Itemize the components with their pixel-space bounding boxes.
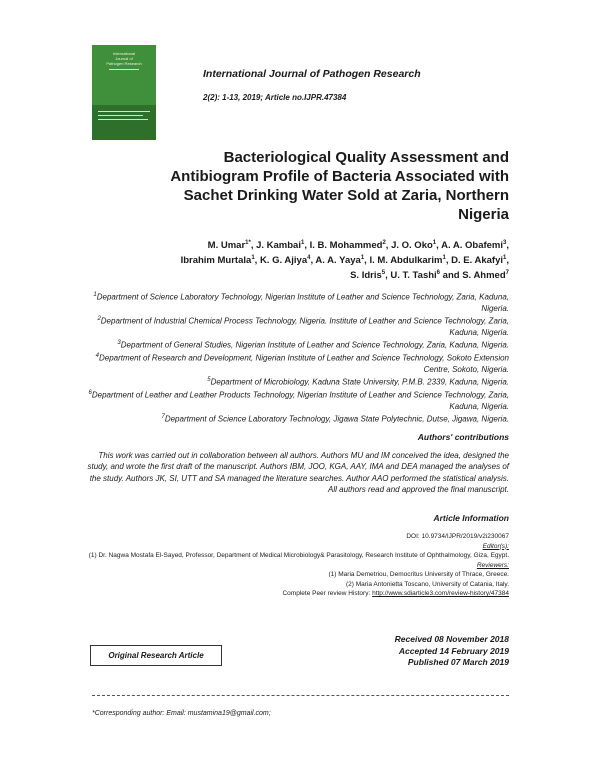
contributions-heading: Authors' contributions xyxy=(417,432,509,442)
affiliation-sup: 1 xyxy=(93,292,97,298)
affiliation-sup: 5 xyxy=(207,377,211,384)
author-sup: 1 xyxy=(442,255,446,262)
author-name: U. T. Tashi xyxy=(390,270,437,282)
affiliation-item xyxy=(79,314,509,338)
journal-name: International Journal of Pathogen Research xyxy=(203,68,421,80)
author-name: J. O. Oko xyxy=(391,240,433,252)
affiliation-sup: 3 xyxy=(117,340,121,347)
author-name: M. Umar xyxy=(207,240,246,252)
author-sup: 1 xyxy=(432,240,437,246)
affiliation-sup: 6 xyxy=(88,389,92,396)
affiliation-item xyxy=(79,375,509,388)
author-name: S. Idris xyxy=(350,270,382,282)
editor-text: (1) Dr. Nagwa Mostafa El-Sayed, Professor, Department of Medical Microbiology& Parasitology, Research Institute of Ophthalmology, Giza, Egypt. xyxy=(88,552,509,559)
published-date: Published 07 March 2019 xyxy=(407,657,509,667)
author-sup: 7 xyxy=(505,270,509,277)
author-sup: 1 xyxy=(300,240,305,246)
author-line: Ibrahim Murtala$^1$, K. G. Ajiya$^4$, A. A. Yaya$^1$, I. M. Abdulkarim$^1$, D. E. Akafyi$^1$, xyxy=(180,255,509,267)
affiliation-sup: 4 xyxy=(95,352,99,359)
journal-cover-image xyxy=(92,45,156,140)
publication-dates xyxy=(395,634,509,669)
footer-divider xyxy=(92,695,509,696)
affiliation-text: Department of Microbiology, Kaduna State University, P.M.B. 2339, Kaduna, Nigeria. xyxy=(210,377,509,387)
article-info xyxy=(79,532,509,599)
affiliation-item xyxy=(79,338,509,351)
author-sup: 6 xyxy=(436,270,441,277)
author-name: I. B. Mohammed xyxy=(309,240,383,252)
affiliation-item xyxy=(79,388,509,412)
reviewers-label: Reviewers: xyxy=(476,561,509,569)
affiliation-text: Department of Research and Development, Nigerian Institute of Leather and Science Technology, Sokoto Extension Centre, Sokoto, Nigeria. xyxy=(98,353,509,374)
author-sup: 4 xyxy=(307,255,311,262)
affiliation-item xyxy=(79,351,509,375)
review-history-link[interactable]: http://www.sdiarticle3.com/review-history/47384 xyxy=(372,590,509,597)
affiliation-text: Department of Industrial Chemical Process Technology, Nigeria. Institute of Leather and Science Technology, Zaria, Kaduna, Nigeria. xyxy=(100,316,509,337)
affiliation-text: Department of Leather and Leather Products Technology, Nigerian Institute of Leather and Science Technology, Zaria, Kaduna, Nigeria. xyxy=(91,390,509,411)
cover-title-line: International xyxy=(112,51,135,56)
article-type-badge: Original Research Article xyxy=(90,645,222,666)
author-sup: 1 xyxy=(360,255,365,262)
author-sup: 1* xyxy=(245,240,251,246)
affiliation-item xyxy=(79,290,509,314)
cover-title-line: Journal of xyxy=(115,56,133,61)
article-title: Bacteriological Quality Assessment and Antibiogram Profile of Bacteria Associated with Sachet Drinking Water Sold at Zaria, Northern Nigeria xyxy=(170,149,509,223)
affiliation-list xyxy=(79,290,509,425)
volume-line: 2(2): 1-13, 2019; Article no.IJPR.47384 xyxy=(203,93,347,102)
corresponding-author: *Corresponding author: Email: mustamina19@gmail.com; xyxy=(92,710,271,717)
affiliation-sup: 7 xyxy=(161,413,165,420)
cover-decor-line xyxy=(98,115,143,116)
contributions-text: This work was carried out in collaboration between all authors. Authors MU and IM conceived the idea, designed the study, and wrote the first draft of the manuscript. Authors IBM, JOO, KGA, AAY, IMA and DEA managed the analyses of the study. Authors JK, SI, UTT and SA managed the literature searches. Author AAO performed the statistical analysis. All authors read and approved the final manuscript. xyxy=(87,451,509,495)
cover-title-line: Pathogen Research xyxy=(106,61,142,66)
reviewer-item: (2) Maria Antonietta Toscano, University of Catania, Italy. xyxy=(345,580,509,588)
author-name: A. A. Yaya xyxy=(315,255,361,267)
author-line: S. Idris$^5$, U. T. Tashi$^6$ and S. Ahmed$^7$ xyxy=(350,270,509,282)
author-line: M. Umar$^{1*}$, J. Kambai$^1$, I. B. Mohammed$^2$, J. O. Oko$^1$, A. A. Obafemi$^3$, xyxy=(207,240,509,252)
author-name: D. E. Akafyi xyxy=(451,255,504,267)
affiliation-sup: 2 xyxy=(97,316,101,323)
author-name: K. G. Ajiya xyxy=(259,255,308,267)
review-history-prefix: Complete Peer review History: xyxy=(282,590,373,597)
reviewer-item: (1) Maria Demetriou, Democritus University of Thrace, Greece. xyxy=(328,571,509,578)
affiliation-text: Department of General Studies, Nigerian Institute of Leather and Science Technology, Zaria, Kaduna, Nigeria. xyxy=(120,340,509,350)
article-info-heading: Article Information xyxy=(433,513,509,523)
cover-decor-line xyxy=(98,119,148,120)
cover-decor-line xyxy=(98,111,150,112)
author-name: I. M. Abdulkarim xyxy=(369,255,443,267)
author-sup: 3 xyxy=(503,240,507,246)
author-name: J. Kambai xyxy=(256,240,301,252)
cover-decor-line xyxy=(109,69,139,70)
cover-title xyxy=(98,51,150,66)
affiliation-text: Department of Science Laboratory Technology, Jigawa State Polytechnic, Dutse, Jigawa, Nigeria. xyxy=(164,414,509,424)
doi: DOI: 10.9734/IJPR/2019/v2i230067 xyxy=(406,533,509,540)
affiliation-item xyxy=(79,412,509,425)
author-name: Ibrahim Murtala xyxy=(180,255,252,267)
author-sup: 1 xyxy=(503,255,507,262)
review-history xyxy=(79,589,509,599)
author-list xyxy=(79,237,509,282)
accepted-date: Accepted 14 February 2019 xyxy=(398,645,509,656)
received-date: Received 08 November 2018 xyxy=(394,634,509,644)
author-name: S. Ahmed xyxy=(462,270,506,282)
author-sup: 1 xyxy=(251,255,255,262)
editor-label: Editor(s): xyxy=(482,542,509,550)
author-sup: 2 xyxy=(382,240,386,246)
author-sup: 5 xyxy=(381,270,386,277)
author-name: A. A. Obafemi xyxy=(441,240,504,252)
affiliation-text: Department of Science Laboratory Technology, Nigerian Institute of Leather and Science Technology, Zaria, Kaduna, Nigeria. xyxy=(96,292,509,313)
